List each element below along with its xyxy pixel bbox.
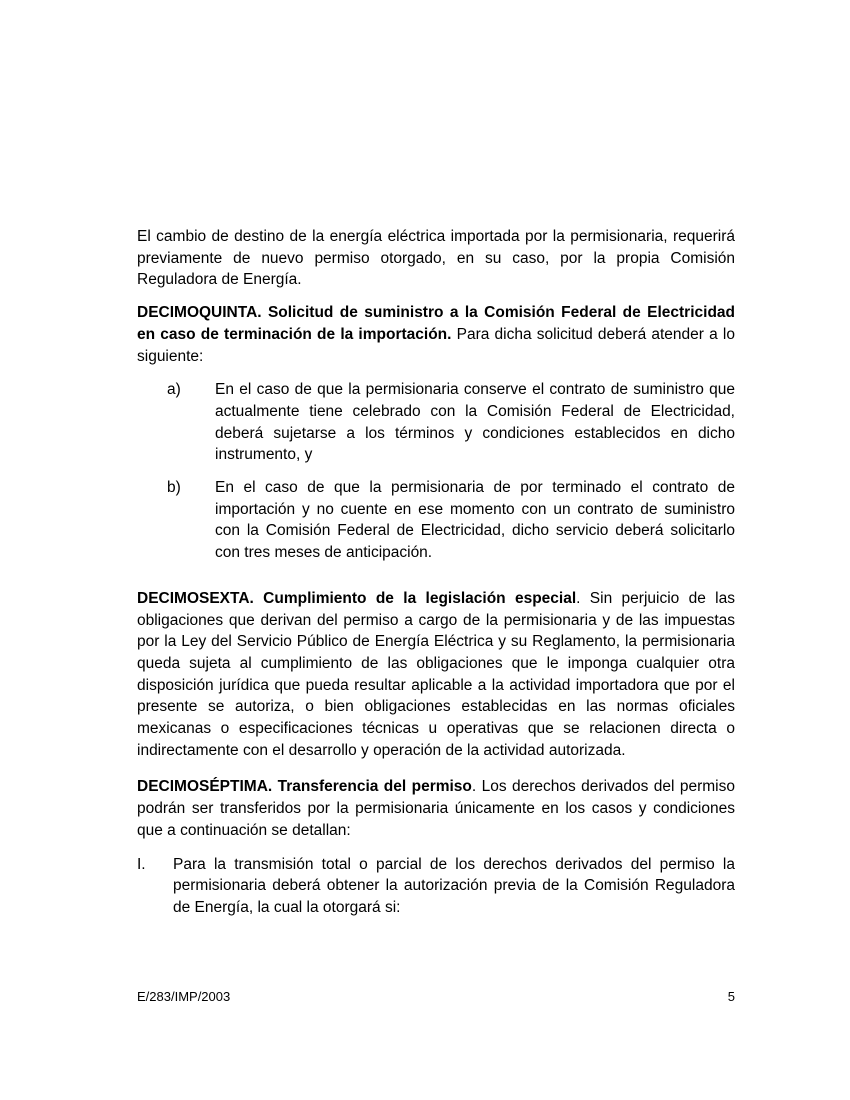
clause-decimosexta	[137, 588, 735, 762]
list-item-b-label: b)	[167, 479, 181, 497]
document-body	[137, 226, 735, 930]
page-number: 5	[727, 989, 735, 1004]
list-item-roman-i-label: I.	[137, 855, 146, 873]
clause-decimoquinta-title: DECIMOQUINTA. Solicitud de suministro a la Comisión Federal de Electricidad en caso de terminación de la importación.	[137, 304, 735, 343]
page-footer	[137, 989, 735, 1004]
list-item-b-text: En el caso de que la permisionaria de por terminado el contrato de importación y no cuente en ese momento con un contrato de suministro con la Comisión Federal de Electricidad, dicho servicio deberá solicitarlo con tres meses de anticipación.	[215, 479, 735, 562]
intro-paragraph: El cambio de destino de la energía eléctrica importada por la permisionaria, requerirá previamente de nuevo permiso otorgado, en su caso, por la propia Comisión Reguladora de Energía.	[137, 228, 735, 289]
clause-decimosexta-body: . Sin perjuicio de las obligaciones que derivan del permiso a cargo de la permisionaria y de las impuestas por la Ley del Servicio Público de Energía Eléctrica y su Reglamento, la permisionaria queda sujeta al cumplimiento de las obligaciones que le imponga cualquier otra disposición jurídica que pueda resultar aplicable a la actividad importadora que por el presente se autoriza, o bien obligaciones establecidas en las normas oficiales mexicanas o especificaciones técnicas u operativas que se relacionen directa o indirectamente con el desarrollo y operación de la actividad autorizada.	[137, 589, 735, 759]
clause-decimosexta-title: DECIMOSEXTA. Cumplimiento de la legislación especial	[137, 589, 577, 607]
list-item-a-label: a)	[167, 381, 181, 399]
list-item-roman-i-text: Para la transmisión total o parcial de los derechos derivados del permiso la permisionaria deberá obtener la autorización previa de la Comisión Reguladora de Energía, la cual la otorgará si:	[173, 855, 735, 916]
list-item-b	[137, 477, 735, 564]
clause-decimoquinta	[137, 302, 735, 367]
clause-decimoquinta-body: Para dicha solicitud deberá atender a lo siguiente:	[137, 325, 735, 365]
document-reference: E/283/IMP/2003	[137, 989, 231, 1004]
clause-decimoseptima	[137, 776, 735, 841]
list-item-a-text: En el caso de que la permisionaria conserve el contrato de suministro que actualmente tiene celebrado con la Comisión Federal de Electricidad, deberá sujetarse a los términos y condiciones establecidos en dicho instrumento, y	[215, 381, 735, 464]
clause-decimoseptima-body: . Los derechos derivados del permiso podrán ser transferidos por la permisionaria únicamente en los casos y condiciones que a continuación se detallan:	[137, 778, 735, 839]
list-item-roman-i	[137, 854, 735, 919]
list-item-a	[137, 379, 735, 466]
clause-decimoseptima-title: DECIMOSÉPTIMA. Transferencia del permiso	[137, 778, 472, 796]
